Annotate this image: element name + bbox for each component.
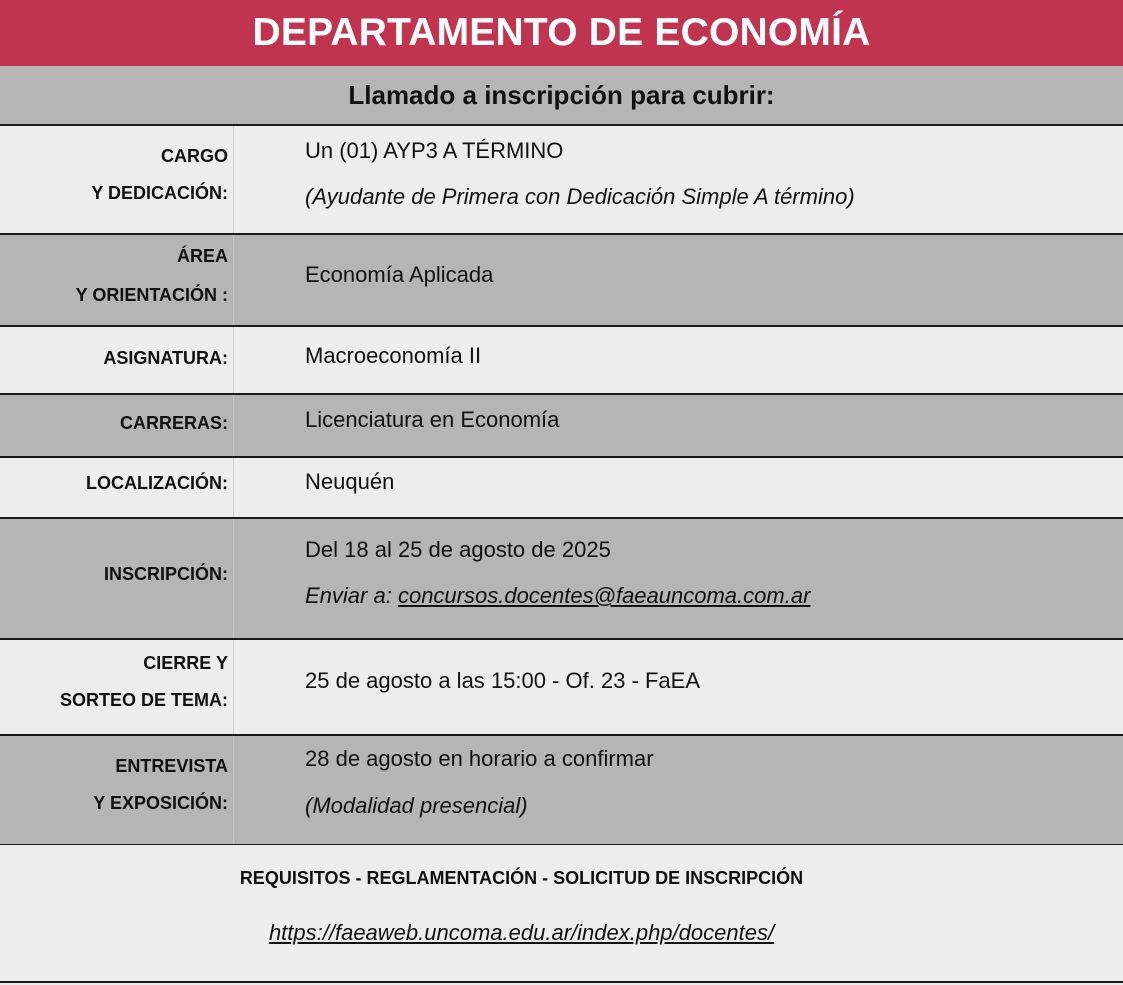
label-inscripcion: INSCRIPCIÓN: — [103, 564, 228, 584]
value-cierre: 25 de agosto a las 15:00 - Of. 23 - FaEA — [305, 668, 701, 693]
label-orientacion: Y ORIENTACIÓN : — [75, 285, 228, 305]
value-asignatura: Macroeconomía II — [305, 343, 482, 368]
value-carreras: Licenciatura en Economía — [305, 407, 560, 432]
label-cargo: CARGO — [161, 146, 228, 166]
note-cargo: (Ayudante de Primera con Dedicación Simple A término) — [305, 184, 855, 209]
row-cargo — [0, 126, 1123, 235]
url-line — [0, 920, 1043, 946]
note-entrevista: (Modalidad presencial) — [305, 793, 528, 818]
docentes-link[interactable]: https://faeaweb.uncoma.edu.ar/index.php/docentes/ — [268, 920, 775, 945]
value-cargo: Un (01) AYP3 A TÉRMINO — [305, 138, 564, 163]
send-prefix: Enviar a: — [305, 583, 392, 608]
requirements-heading: REQUISITOS - REGLAMENTACIÓN - SOLICITUD DE INSCRIPCIÓN — [239, 868, 804, 888]
send-to-line — [305, 583, 810, 609]
call-subtitle: Llamado a inscripción para cubrir: — [0, 66, 1123, 126]
label-asignatura: ASIGNATURA: — [103, 348, 228, 368]
label-area: ÁREA — [176, 246, 228, 266]
footer — [0, 845, 1123, 983]
label-exposicion: Y EXPOSICIÓN: — [93, 793, 228, 813]
row-asignatura — [0, 327, 1123, 395]
label-carreras: CARRERAS: — [120, 413, 228, 433]
row-entrevista — [0, 736, 1123, 846]
label-sorteo: SORTEO DE TEMA: — [59, 690, 228, 710]
row-inscripcion — [0, 519, 1123, 640]
label-cell — [0, 126, 234, 233]
value-entrevista: 28 de agosto en horario a confirmar — [305, 746, 654, 771]
value-localizacion: Neuquén — [305, 469, 395, 494]
value-area: Economía Aplicada — [305, 262, 494, 287]
label-cierre: CIERRE Y — [143, 653, 228, 673]
label-entrevista: ENTREVISTA — [115, 756, 228, 776]
row-area — [0, 235, 1123, 327]
row-carreras — [0, 395, 1123, 458]
label-dedicacion: Y DEDICACIÓN: — [91, 183, 228, 203]
row-cierre — [0, 640, 1123, 736]
label-cell — [0, 736, 234, 844]
row-localizacion — [0, 458, 1123, 519]
department-title: DEPARTAMENTO DE ECONOMÍA — [0, 0, 1123, 66]
value-inscripcion: Del 18 al 25 de agosto de 2025 — [305, 537, 611, 562]
label-localizacion: LOCALIZACIÓN: — [86, 473, 228, 493]
email-link[interactable]: concursos.docentes@faeauncoma.com.ar — [397, 583, 811, 608]
